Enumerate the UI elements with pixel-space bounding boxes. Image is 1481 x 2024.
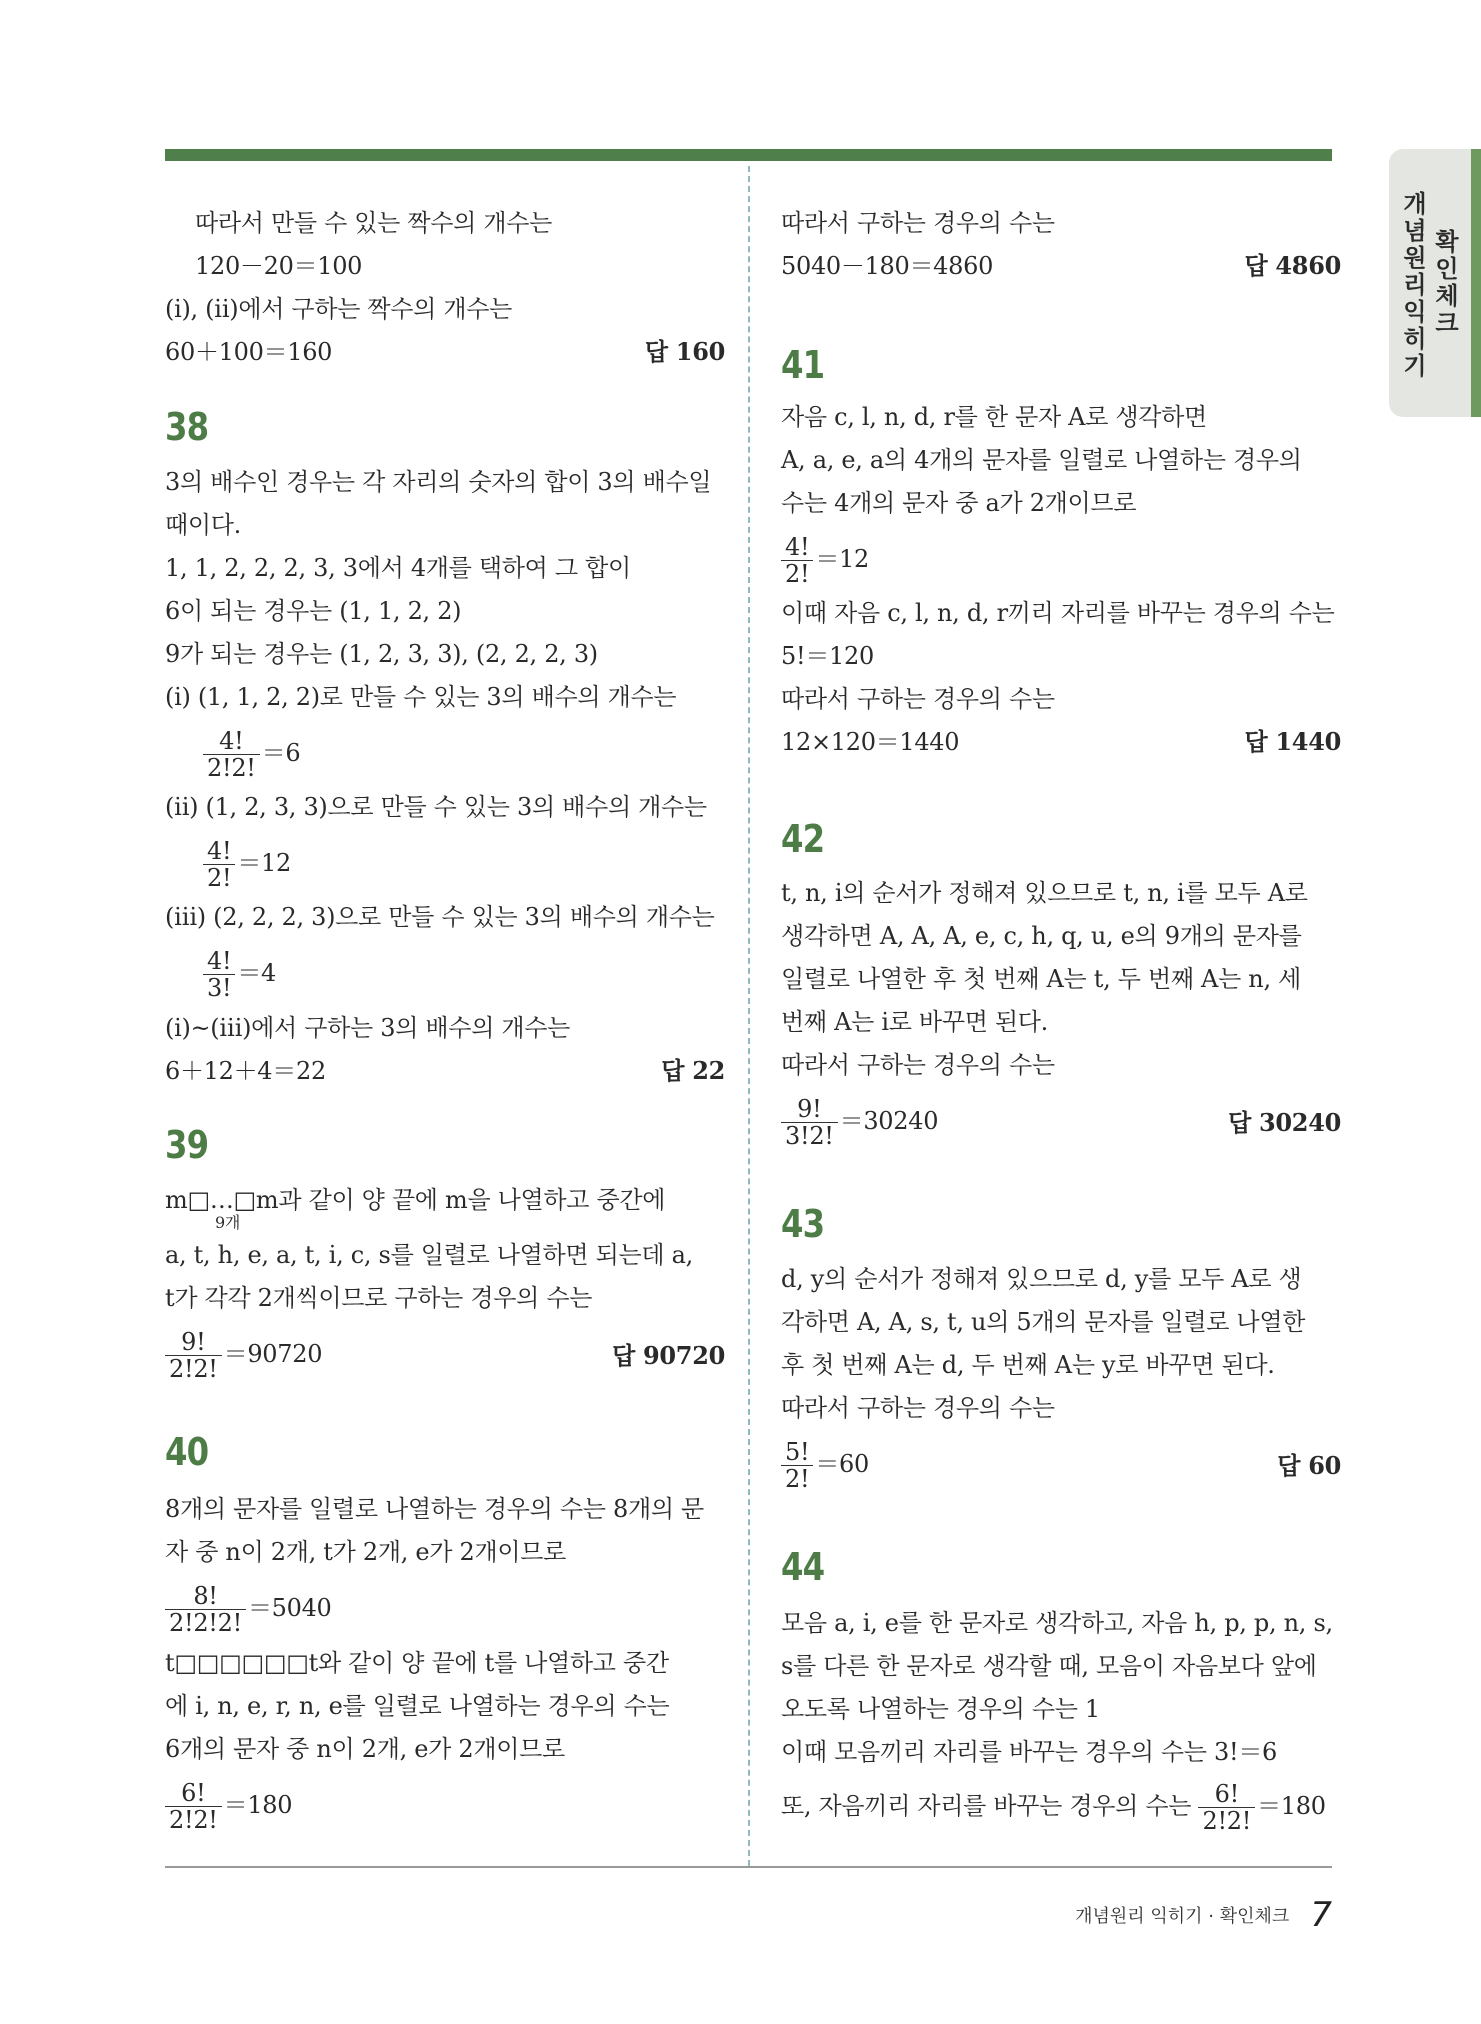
text-line: 12×120＝1440 <box>781 728 960 756</box>
fraction-expression <box>203 728 300 781</box>
text-line: t가 각각 2개씩이므로 구하는 경우의 수는 <box>165 1284 593 1312</box>
header-bar <box>165 149 1332 161</box>
section-tab-label-1: 개념원리익히기 <box>1403 190 1427 380</box>
text-line: 이때 모음끼리 자리를 바꾸는 경우의 수는 3!＝6 <box>781 1738 1277 1766</box>
text-line: 따라서 구하는 경우의 수는 <box>781 1051 1055 1079</box>
denominator: 3!2! <box>785 1122 834 1150</box>
numerator: 8! <box>165 1583 246 1610</box>
text-line: 따라서 구하는 경우의 수는 <box>781 685 1055 713</box>
denominator: 2!2!2! <box>169 1609 242 1637</box>
problem-number-38: 38 <box>165 405 209 449</box>
fraction-expression <box>781 1096 938 1149</box>
text-line: 오도록 나열하는 경우의 수는 1 <box>781 1695 1100 1723</box>
fraction-result: ＝180 <box>223 1791 293 1819</box>
text-line: a, t, h, e, a, t, i, c, s를 일렬로 나열하면 되는데 a, <box>165 1241 693 1269</box>
text-line: 1, 1, 2, 2, 2, 3, 3에서 4개를 택하여 그 합이 <box>165 554 631 582</box>
fraction-expression <box>203 948 276 1001</box>
text-line: 따라서 구하는 경우의 수는 <box>781 1394 1055 1422</box>
text-line: 후 첫 번째 A는 d, 두 번째 A는 y로 바꾸면 된다. <box>781 1351 1275 1379</box>
text-line: 따라서 만들 수 있는 짝수의 개수는 <box>195 209 553 237</box>
denominator: 2!2! <box>169 1355 218 1383</box>
text-line: 생각하면 A, A, A, e, c, h, q, u, e의 9개의 문자를 <box>781 922 1302 950</box>
text-line: t, n, i의 순서가 정해져 있으므로 t, n, i를 모두 A로 <box>781 879 1308 907</box>
fraction-expression <box>165 1780 292 1833</box>
section-tab-label-2: 확인체크 <box>1435 228 1459 337</box>
page-footer <box>1075 1895 1332 1935</box>
problem-number-40: 40 <box>165 1430 209 1474</box>
problem-number-44: 44 <box>781 1545 825 1589</box>
text-line: 6이 되는 경우는 (1, 1, 2, 2) <box>165 597 462 625</box>
text-line: 5!＝120 <box>781 642 874 670</box>
numerator: 9! <box>165 1329 222 1356</box>
fraction-expression <box>165 1329 322 1382</box>
text-line: 에 i, n, e, r, n, e를 일렬로 나열하는 경우의 수는 <box>165 1692 670 1720</box>
problem-number-42: 42 <box>781 817 825 861</box>
fraction-result: ＝4 <box>237 959 276 987</box>
fraction-result: ＝6 <box>261 739 301 767</box>
text-line: 자음 c, l, n, d, r를 한 문자 A로 생각하면 <box>781 403 1207 431</box>
text-line: (ⅰ)~(ⅲ)에서 구하는 3의 배수의 개수는 <box>165 1014 571 1042</box>
text-line: 6＋12＋4＝22 <box>165 1057 326 1085</box>
numerator: 4! <box>203 838 235 865</box>
fraction-result: ＝5040 <box>247 1594 332 1622</box>
numerator: 6! <box>165 1780 222 1807</box>
fraction-expression <box>203 838 291 891</box>
answer-label: 답 90720 <box>612 1341 725 1370</box>
text-line: 일렬로 나열한 후 첫 번째 A는 t, 두 번째 A는 n, 세 <box>781 965 1301 993</box>
text-line: A, a, e, a의 4개의 문자를 일렬로 나열하는 경우의 <box>781 446 1302 474</box>
text-line: 때이다. <box>165 511 241 539</box>
text-line: 9가 되는 경우는 (1, 2, 3, 3), (2, 2, 2, 3) <box>165 640 598 668</box>
page-number: 7 <box>1310 1895 1332 1935</box>
numerator: 5! <box>781 1439 813 1466</box>
fraction-expression <box>781 534 869 587</box>
fraction-expression <box>781 1439 869 1492</box>
text-line: t□□□□□□t와 같이 양 끝에 t를 나열하고 중간 <box>165 1649 669 1677</box>
fraction-result: ＝180 <box>1257 1792 1326 1820</box>
denominator: 2! <box>207 864 232 892</box>
text-line: 120－20＝100 <box>195 252 363 280</box>
column-divider <box>748 166 750 1866</box>
fraction-expression <box>781 1781 1326 1834</box>
text-line: 수는 4개의 문자 중 a가 2개이므로 <box>781 489 1137 517</box>
text-line: 자 중 n이 2개, t가 2개, e가 2개이므로 <box>165 1538 566 1566</box>
text-line: (ⅰ), (ⅱ)에서 구하는 짝수의 개수는 <box>165 295 513 323</box>
answer-label: 답 30240 <box>1228 1108 1341 1137</box>
footer-section-title: 개념원리 익히기 · 확인체크 <box>1075 1906 1290 1927</box>
footer-rule <box>165 1866 1332 1868</box>
answer-label: 답 4860 <box>1244 251 1341 280</box>
numerator: 4! <box>203 948 235 975</box>
text-line: 각하면 A, A, s, t, u의 5개의 문자를 일렬로 나열한 <box>781 1308 1306 1336</box>
text-line: 번째 A는 i로 바꾸면 된다. <box>781 1008 1049 1036</box>
text-line: d, y의 순서가 정해져 있으므로 d, y를 모두 A로 생 <box>781 1265 1302 1293</box>
denominator: 3! <box>207 974 232 1002</box>
fraction-result: ＝12 <box>815 545 869 573</box>
text-line: 이때 자음 c, l, n, d, r끼리 자리를 바꾸는 경우의 수는 <box>781 599 1335 627</box>
denominator: 2!2! <box>1202 1807 1252 1835</box>
text-line: 8개의 문자를 일렬로 나열하는 경우의 수는 8개의 문 <box>165 1495 704 1523</box>
answer-label: 답 1440 <box>1244 727 1341 756</box>
denominator: 2! <box>785 560 810 588</box>
fraction-result: ＝12 <box>237 849 291 877</box>
text-line: 3의 배수인 경우는 각 자리의 숫자의 합이 3의 배수일 <box>165 468 712 496</box>
numerator: 9! <box>781 1096 838 1123</box>
text-line: 5040－180＝4860 <box>781 252 994 280</box>
answer-label: 답 22 <box>661 1056 725 1085</box>
problem-number-43: 43 <box>781 1202 825 1246</box>
problem-number-39: 39 <box>165 1123 209 1167</box>
numerator: 4! <box>203 728 260 755</box>
text-line: (ⅱ) (1, 2, 3, 3)으로 만들 수 있는 3의 배수의 개수는 <box>165 793 707 821</box>
text-line: 모음 a, i, e를 한 문자로 생각하고, 자음 h, p, p, n, s, <box>781 1609 1333 1637</box>
answer-label: 답 60 <box>1277 1451 1341 1480</box>
fraction-result: ＝60 <box>815 1450 869 1478</box>
denominator: 2!2! <box>207 754 256 782</box>
text-line: (ⅰ) (1, 1, 2, 2)로 만들 수 있는 3의 배수의 개수는 <box>165 683 677 711</box>
text-line: m□…□m과 같이 양 끝에 m을 나열하고 중간에 <box>165 1186 666 1214</box>
brace-label: 9개 <box>215 1213 241 1232</box>
text-inline: 또, 자음끼리 자리를 바꾸는 경우의 수는 <box>781 1792 1192 1820</box>
text-line: 60＋100＝160 <box>165 338 333 366</box>
text-line: 6개의 문자 중 n이 2개, e가 2개이므로 <box>165 1735 565 1763</box>
numerator: 4! <box>781 534 813 561</box>
answer-label: 답 160 <box>644 337 725 366</box>
fraction-result: ＝90720 <box>223 1340 323 1368</box>
fraction-expression <box>165 1583 332 1636</box>
numerator: 6! <box>1198 1781 1255 1808</box>
text-line: s를 다른 한 문자로 생각할 때, 모음이 자음보다 앞에 <box>781 1652 1317 1680</box>
fraction-result: ＝30240 <box>839 1107 939 1135</box>
denominator: 2!2! <box>169 1806 218 1834</box>
section-tab <box>1389 149 1481 417</box>
text-line: (ⅲ) (2, 2, 2, 3)으로 만들 수 있는 3의 배수의 개수는 <box>165 903 715 931</box>
denominator: 2! <box>785 1465 810 1493</box>
problem-number-41: 41 <box>781 343 825 387</box>
text-line: 따라서 구하는 경우의 수는 <box>781 209 1055 237</box>
